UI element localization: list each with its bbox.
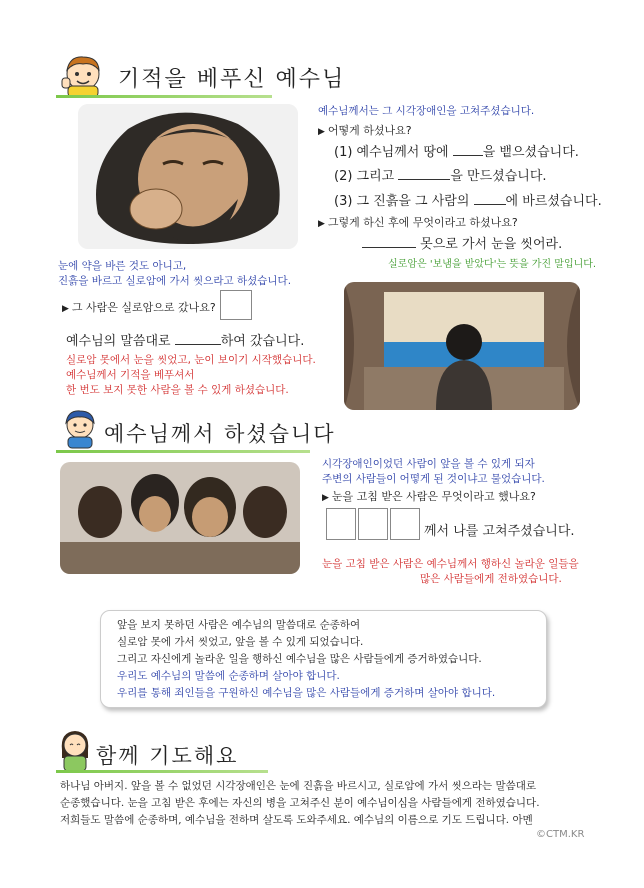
triangle-bullet-icon: ▶ [318,127,325,137]
summary-line1: 앞을 보지 못하던 사람은 예수님의 말씀대로 순종하여 [117,619,361,631]
answer-box-1[interactable] [326,508,356,540]
triangle-bullet-icon: ▶ [318,219,325,229]
blank-3[interactable] [474,193,506,205]
red-note-line2: 예수님께서 기적을 베푸셔서 [66,369,195,381]
summary-box [100,610,547,708]
step-1: (1) 예수님께서 땅에 을 뱉으셨습니다. [334,145,579,160]
triangle-bullet-icon: ▶ [322,493,329,503]
left-note-line1: 눈에 약을 바른 것도 아니고, [58,260,187,272]
prayer-line3: 저희들도 말씀에 순종하며, 예수님을 전하며 살도록 도와주세요. 예수님의 이름으로 기도 드립니다. 아멘 [60,814,533,826]
blank-1[interactable] [453,144,483,156]
prayer-title: 함께 기도해요 [96,744,239,768]
summary-line3: 그리고 자신에게 놀라운 일을 행하신 예수님을 많은 사람들에게 증거하였습니다. [117,653,482,665]
crowd-illustration [60,462,300,574]
answer-box[interactable] [220,290,252,320]
answer-healed-sentence: 께서 나를 고쳐주셨습니다. [424,524,575,539]
jesus-face-illustration [78,104,298,249]
question-went-siloam: ▶ 그 사람은 실로암으로 갔나요? [62,301,216,314]
answer-box-2[interactable] [358,508,388,540]
prayer-line2: 순종했습니다. 눈을 고침 받은 후에는 자신의 병을 고쳐주신 분이 예수님이심을 사람들에게 전하였습니다. [60,797,540,809]
section1-title-underline [56,95,272,98]
left-note-line2: 진흙을 바르고 실로암에 가서 씻으라고 하셨습니다. [58,275,292,287]
section1-title: 기적을 베푸신 예수님 [118,67,346,92]
summary-line5: 우리를 통해 죄인들을 구원하신 예수님을 많은 사람들에게 증거하며 살아야 합니다. [117,687,496,699]
red-note-line1: 실로암 못에서 눈을 씻었고, 눈이 보이기 시작했습니다. [66,354,316,366]
siloam-pool-illustration [344,282,580,410]
copyright: ©CTM.KR [536,829,585,840]
obey-sentence: 예수님의 말씀대로 하여 갔습니다. [66,334,305,349]
prayer-line1: 하나님 아버지. 앞을 볼 수 없었던 시각장애인은 눈에 진흙을 바르시고, 실로암에 가서 씻으라는 말씀대로 [60,780,537,792]
boy-thumbs-up-icon [60,52,106,98]
prayer-title-underline [56,770,268,773]
red-note-line3: 한 번도 보지 못한 사람을 볼 수 있게 하셨습니다. [66,384,289,396]
praying-girl-icon [58,728,92,772]
section2-title: 예수님께서 하셨습니다 [104,422,336,446]
question-what-said: ▶ 그렇게 하신 후에 무엇이라고 하셨나요? [318,216,518,229]
siloam-meaning-note: 실로암은 '보냄을 받았다'는 뜻을 가진 말입니다. [388,259,597,270]
child-thinking-icon [60,407,100,449]
section2-title-underline [56,450,310,453]
section2-intro-line2: 주변의 사람들이 어떻게 된 것이냐고 물었습니다. [322,473,545,485]
triangle-bullet-icon: ▶ [62,304,69,314]
section2-intro-line1: 시각장애인이었던 사람이 앞을 볼 수 있게 되자 [322,458,535,470]
step-3: (3) 그 진흙을 그 사람의 에 바르셨습니다. [334,194,602,209]
step-2: (2) 그리고 을 만드셨습니다. [334,169,547,184]
blank-5[interactable] [175,333,221,345]
summary-line4: 우리도 예수님의 말씀에 순종하며 살아야 합니다. [117,670,340,682]
answer-wash: 못으로 가서 눈을 씻어라. [362,233,562,252]
blank-4[interactable] [362,236,416,248]
answer-boxes [326,508,420,544]
section1-intro: 예수님께서는 그 시각장애인을 고쳐주셨습니다. [318,105,535,117]
question-healed-said: ▶ 눈을 고침 받은 사람은 무엇이라고 했나요? [322,490,536,503]
summary-line2: 실로암 못에 가서 씻었고, 앞을 볼 수 있게 되었습니다. [117,636,364,648]
section2-red-line1: 눈을 고침 받은 사람은 예수님께서 행하신 놀라운 일들을 [322,558,579,570]
blank-2[interactable] [398,168,450,180]
question-how: ▶ 어떻게 하셨나요? [318,124,412,137]
answer-box-3[interactable] [390,508,420,540]
section2-red-line2: 많은 사람들에게 전하였습니다. [420,573,562,585]
